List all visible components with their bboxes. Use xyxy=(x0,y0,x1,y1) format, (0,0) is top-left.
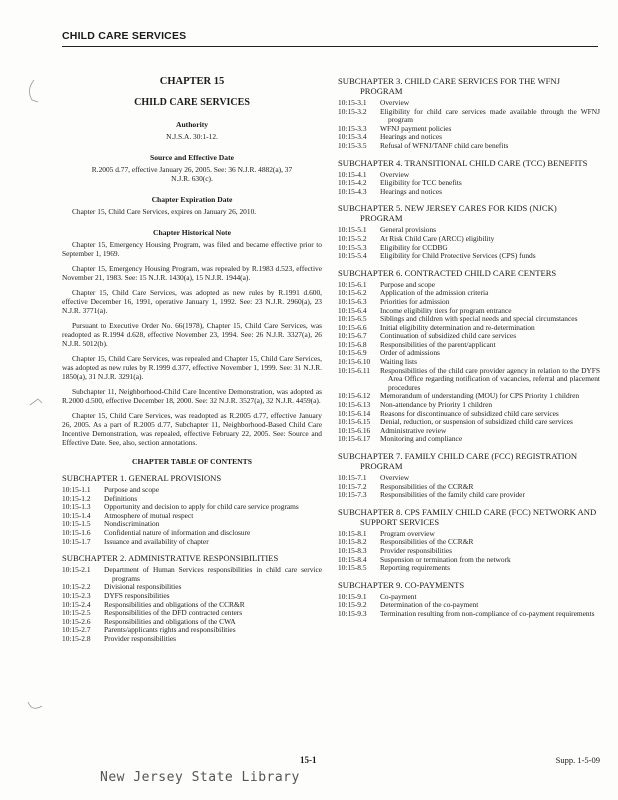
section-title: Department of Human Services responsibilities in child care service programs xyxy=(104,565,322,583)
toc-entry xyxy=(338,538,600,547)
section-number: 10:15-6.15 xyxy=(338,417,371,427)
subchapter-heading: SUBCHAPTER 1. GENERAL PROVISIONS xyxy=(62,473,222,483)
section-title: Eligibility for TCC benefits xyxy=(380,178,462,188)
right-table-of-contents xyxy=(338,76,600,619)
section-title: Reporting requirements xyxy=(380,563,450,573)
section-number: 10:15-2.6 xyxy=(62,616,91,626)
section-number: 10:15-6.14 xyxy=(338,408,371,418)
section-title: Denial, reduction, or suspension of subsidized child care services xyxy=(380,417,573,427)
scan-mark-icon xyxy=(24,385,46,415)
toc-entry xyxy=(62,486,322,495)
chapter-title: CHAPTER 15 xyxy=(159,76,225,87)
subchapter-heading: SUBCHAPTER 6. CONTRACTED CHILD CARE CENTERS xyxy=(338,267,557,278)
section-number: 10:15-6.11 xyxy=(338,365,370,375)
toc-entry xyxy=(62,583,322,592)
toc-entry xyxy=(338,125,600,134)
section-title: Responsibilities of the CCR&R xyxy=(380,537,474,547)
section-number: 10:15-6.5 xyxy=(338,314,367,324)
section-number: 10:15-6.4 xyxy=(338,305,367,315)
section-number: 10:15-4.2 xyxy=(338,178,367,188)
section-title: Determination of the co-payment xyxy=(380,600,479,610)
toc-entry xyxy=(338,289,600,298)
section-number: 10:15-6.2 xyxy=(338,288,367,298)
section-number: 10:15-3.1 xyxy=(338,98,367,107)
section-number: 10:15-3.4 xyxy=(338,132,367,142)
section-number: 10:15-2.8 xyxy=(62,633,91,643)
section-title: Co-payment xyxy=(380,591,417,601)
section-number: 10:15-5.4 xyxy=(338,251,367,261)
section-title: Eligibility for child care services made available through the WFNJ program xyxy=(380,106,600,125)
toc-entry xyxy=(338,108,600,125)
section-number: 10:15-6.9 xyxy=(338,348,367,358)
section-title: Responsibilities of the CCR&R xyxy=(380,481,474,491)
section-number: 10:15-6.8 xyxy=(338,339,367,349)
toc-entry xyxy=(338,179,600,188)
section-number: 10:15-6.17 xyxy=(338,434,371,444)
toc-entry xyxy=(62,566,322,583)
section-number: 10:15-7.2 xyxy=(338,481,367,491)
source-text: R.2005 d.77, effective January 26, 2005. See: 36 N.J.R. 4882(a), 37 N.J.R. 630(c). xyxy=(91,165,293,183)
section-number: 10:15-1.3 xyxy=(62,502,91,512)
toc-entry xyxy=(338,349,600,358)
section-number: 10:15-2.3 xyxy=(62,590,91,600)
left-table-of-contents xyxy=(62,473,322,644)
section-title: Hearings and notices xyxy=(380,186,442,196)
section-title: Priorities for admission xyxy=(380,296,450,306)
toc-heading: CHAPTER TABLE OF CONTENTS xyxy=(132,457,252,466)
history-paragraph: Chapter 15, Child Care Services, was repealed and Chapter 15, Child Care Services, was adopted as new rules by R.1999 d.377, effective November 1, 1999. See: 31 N.J.R. 1850(a), 31 N.J.R. 3291(a). xyxy=(62,354,322,381)
section-number: 10:15-6.12 xyxy=(338,391,371,401)
section-title: Monitoring and compliance xyxy=(380,434,463,444)
section-number: 10:15-3.5 xyxy=(338,140,367,150)
subchapter-heading: SUBCHAPTER 7. FAMILY CHILD CARE (FCC) REGISTRATION PROGRAM xyxy=(338,451,578,471)
section-number: 10:15-1.2 xyxy=(62,493,91,503)
section-title: Confidential nature of information and disclosure xyxy=(104,527,251,537)
section-number: 10:15-6.1 xyxy=(338,279,367,289)
section-number: 10:15-6.10 xyxy=(338,357,371,367)
section-title: Provider responsibilities xyxy=(380,545,453,555)
section-number: 10:15-6.13 xyxy=(338,400,371,410)
subchapter-heading: SUBCHAPTER 4. TRANSITIONAL CHILD CARE (TCC) BENEFITS xyxy=(338,157,588,168)
section-title: Responsibilities of the parent/applicant xyxy=(380,339,496,349)
toc-entry xyxy=(338,427,600,436)
history-heading: Chapter Historical Note xyxy=(153,228,231,237)
section-title: Issuance and availability of chapter xyxy=(104,536,209,546)
section-title: Siblings and children with special needs and special circumstances xyxy=(380,314,578,324)
section-title: Responsibilities and obligations of the CWA xyxy=(104,616,236,626)
section-number: 10:15-8.4 xyxy=(338,554,367,564)
section-number: 10:15-4.1 xyxy=(338,169,367,179)
section-number: 10:15-2.1 xyxy=(62,565,91,575)
section-number: 10:15-6.3 xyxy=(338,296,367,306)
toc-entry xyxy=(62,512,322,521)
section-number: 10:15-2.4 xyxy=(62,599,91,609)
section-title: Overview xyxy=(380,169,410,179)
section-number: 10:15-7.1 xyxy=(338,473,367,482)
section-number: 10:15-1.1 xyxy=(62,485,91,494)
toc-entry xyxy=(338,418,600,427)
section-title: Reasons for discontinuance of subsidized child care services xyxy=(380,408,559,418)
section-number: 10:15-2.7 xyxy=(62,625,91,635)
source-heading: Source and Effective Date xyxy=(149,153,234,162)
section-number: 10:15-3.2 xyxy=(338,106,367,116)
section-title: Waiting lists xyxy=(380,357,417,367)
section-title: Non-attendance by Priority 1 children xyxy=(380,400,493,410)
section-title: Overview xyxy=(380,98,410,107)
toc-entry xyxy=(62,626,322,635)
section-title: Memorandum of understanding (MOU) for CPS Priority 1 children xyxy=(380,391,580,401)
section-title: Definitions xyxy=(104,493,138,503)
section-title: Administrative review xyxy=(380,425,447,435)
toc-entry xyxy=(338,491,600,500)
section-title: At Risk Child Care (ARCC) eligibility xyxy=(380,233,495,243)
history-paragraph: Subchapter 11, Neighborhood-Child Care Incentive Demonstration, was adopted as R.2000 d.500, effective December 18, 2000. See: 32 N.J.R. 3527(a), 32 N.J.R. 4459(a). xyxy=(62,387,322,405)
toc-entry xyxy=(338,142,600,151)
section-title: Suspension or termination from the network xyxy=(380,554,511,564)
expiration-text: Chapter 15, Child Care Services, expires on January 26, 2010. xyxy=(72,207,257,216)
section-number: 10:15-8.5 xyxy=(338,563,367,573)
section-number: 10:15-1.5 xyxy=(62,519,91,529)
section-title: Initial eligibility determination and re-determination xyxy=(380,322,535,332)
section-title: Program overview xyxy=(380,528,435,538)
toc-entry xyxy=(338,171,600,180)
section-number: 10:15-4.3 xyxy=(338,186,367,196)
right-column xyxy=(338,76,600,619)
section-title: Divisional responsibilities xyxy=(104,582,182,592)
section-title: Opportunity and decision to apply for child care service programs xyxy=(104,502,299,512)
history-paragraph: Chapter 15, Emergency Housing Program, was repealed by R.1983 d.523, effective November 21, 1983. See: 15 N.J.R. 1430(a), 15 N.J.R. 1944(a). xyxy=(62,264,322,282)
section-title: WFNJ payment policies xyxy=(380,123,452,133)
section-title: Parents/applicants rights and responsibilities xyxy=(104,625,236,635)
section-title: General provisions xyxy=(380,225,437,235)
section-title: Responsibilities and obligations of the CCR&R xyxy=(104,599,245,609)
authority-text: N.J.S.A. 30:1-12. xyxy=(166,132,218,141)
section-number: 10:15-8.2 xyxy=(338,537,367,547)
toc-entry xyxy=(338,556,600,565)
section-title: Application of the admission criteria xyxy=(380,288,489,298)
section-title: Atmosphere of mutual respect xyxy=(104,510,194,520)
section-number: 10:15-1.4 xyxy=(62,510,91,520)
toc-entry xyxy=(62,538,322,547)
section-number: 10:15-6.16 xyxy=(338,425,371,435)
history-paragraph: Chapter 15, Emergency Housing Program, was filed and became effective prior to September 1, 1969. xyxy=(62,240,322,258)
scan-mark-icon xyxy=(24,690,46,720)
section-number: 10:15-6.7 xyxy=(338,331,367,341)
subchapter-heading: SUBCHAPTER 8. CPS FAMILY CHILD CARE (FCC) NETWORK AND SUPPORT SERVICES xyxy=(338,506,597,527)
toc-entry xyxy=(338,564,600,573)
section-number: 10:15-9.3 xyxy=(338,608,367,618)
section-number: 10:15-6.6 xyxy=(338,322,367,332)
authority-heading: Authority xyxy=(175,120,209,129)
section-title: Income eligibility tiers for program entrance xyxy=(380,305,512,315)
toc-entry xyxy=(62,635,322,644)
section-number: 10:15-5.3 xyxy=(338,242,367,252)
section-title: Nondiscrimination xyxy=(104,519,160,529)
section-number: 10:15-2.2 xyxy=(62,582,91,592)
history-paragraph: Pursuant to Executive Order No. 66(1978), Chapter 15, Child Care Services, was readopted as R.1994 d.628, effective November 23, 1994. See: 26 N.J.R. 3327(a), 26 N.J.R. 5012(b). xyxy=(62,321,322,348)
section-title: Purpose and scope xyxy=(104,485,160,494)
header-rule xyxy=(62,46,598,47)
scan-mark-icon xyxy=(24,78,46,108)
subchapter-heading: SUBCHAPTER 9. CO-PAYMENTS xyxy=(338,579,465,590)
section-title: DYFS responsibilities xyxy=(104,590,170,600)
toc-entry xyxy=(338,610,600,619)
section-title: Responsibilities of the family child care provider xyxy=(380,490,525,500)
chapter-name: CHILD CARE SERVICES xyxy=(134,97,250,108)
section-number: 10:15-3.3 xyxy=(338,123,367,133)
toc-entry xyxy=(338,341,600,350)
section-title: Refusal of WFNJ/TANF child care benefits xyxy=(380,140,509,150)
section-number: 10:15-7.3 xyxy=(338,490,367,500)
section-title: Purpose and scope xyxy=(380,279,436,289)
section-number: 10:15-5.1 xyxy=(338,225,367,235)
section-title: Hearings and notices xyxy=(380,132,442,142)
section-title: Eligibility for CCDBG xyxy=(380,242,448,252)
section-number: 10:15-1.7 xyxy=(62,536,91,546)
section-title: Termination resulting from non-compliance of co-payment requirements xyxy=(380,608,595,618)
section-title: Order of admissions xyxy=(380,348,440,358)
page-number: 15-1 xyxy=(300,755,317,765)
section-number: 10:15-8.1 xyxy=(338,528,367,538)
section-number: 10:15-1.6 xyxy=(62,527,91,537)
history-paragraph: Chapter 15, Child Care Services, was adopted as new rules by R.1991 d.600, effective December 16, 1991, operative January 1, 1992. See: 23 N.J.R. 2960(a), 23 N.J.R. 3771(a). xyxy=(62,288,322,315)
section-number: 10:15-9.2 xyxy=(338,600,367,610)
history-paragraph: Chapter 15, Child Care Services, was readopted as R.2005 d.77, effective January 26, 2005. As a part of R.2005 d.77, Subchapter 11, Neighborhood-Based Child Care Incentive Demonstration, was repealed, effective February 22, 2005. See: Source and Effective Date. See, also, section annotations. xyxy=(62,411,322,447)
section-title: Responsibilities of the child care provider agency in relation to the DYFS Area Office regarding notification of vacancies, referral and placement procedures xyxy=(380,365,600,392)
toc-entry xyxy=(338,252,600,261)
library-stamp: New Jersey State Library xyxy=(100,770,300,785)
subchapter-heading: SUBCHAPTER 5. NEW JERSEY CARES FOR KIDS (NJCK) PROGRAM xyxy=(338,203,557,224)
section-title: Responsibilities of the DFD contracted centers xyxy=(104,608,243,618)
left-column xyxy=(62,76,322,644)
subchapter-heading: SUBCHAPTER 2. ADMINISTRATIVE RESPONSIBILITIES xyxy=(62,553,279,564)
section-title: Overview xyxy=(380,473,410,482)
section-number: 10:15-8.3 xyxy=(338,545,367,555)
expiration-heading: Chapter Expiration Date xyxy=(151,195,233,204)
toc-entry xyxy=(338,188,600,197)
section-number: 10:15-2.5 xyxy=(62,608,91,618)
section-title: Eligibility for Child Protective Services (CPS) funds xyxy=(380,251,536,261)
section-number: 10:15-5.2 xyxy=(338,233,367,243)
section-number: 10:15-9.1 xyxy=(338,591,367,601)
subchapter-heading: SUBCHAPTER 3. CHILD CARE SERVICES FOR THE WFNJ PROGRAM xyxy=(338,76,560,96)
section-title: Provider responsibilities xyxy=(104,633,177,643)
section-title: Continuation of subsidized child care services xyxy=(380,331,517,341)
toc-entry xyxy=(338,235,600,244)
toc-entry xyxy=(338,367,600,393)
toc-entry xyxy=(338,435,600,444)
running-header: CHILD CARE SERVICES xyxy=(62,30,187,42)
supplement-date: Supp. 1-5-09 xyxy=(555,755,600,765)
